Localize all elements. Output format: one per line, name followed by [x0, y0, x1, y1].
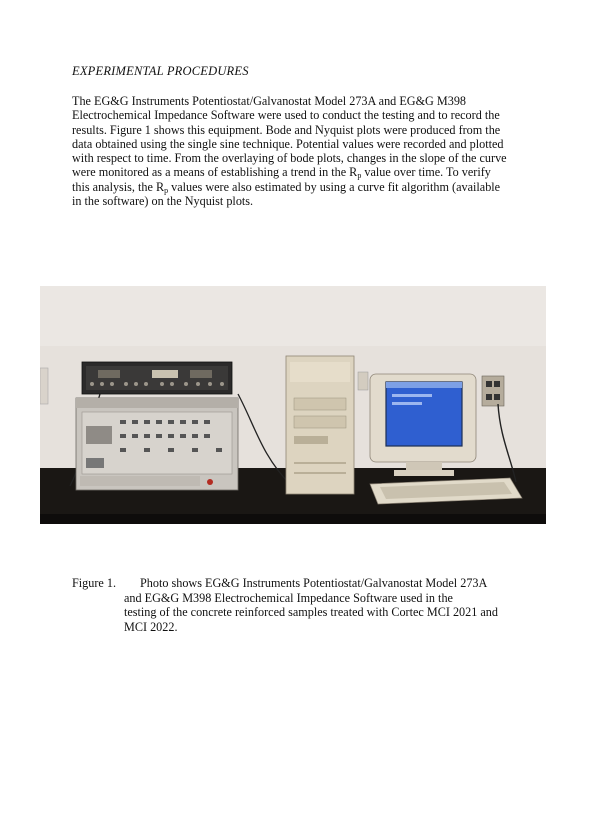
computer-tower: [286, 356, 354, 494]
subscript: p: [164, 185, 169, 195]
caption-line: and EG&G M398 Electrochemical Impedance Software used in the: [124, 590, 453, 605]
figure-photo: [40, 286, 546, 524]
line-part: were monitored as a means of establishing a trend in the R: [72, 165, 358, 180]
line-part: value over time. To verify: [361, 165, 491, 180]
paragraph-line: [72, 180, 550, 194]
caption-line: testing of the concrete reinforced samples treated with Cortec MCI 2021 and: [124, 605, 498, 619]
paragraph-line: [72, 165, 550, 179]
wall-outlet-left: [40, 368, 48, 404]
potentiostat-top-unit: [82, 362, 232, 394]
paragraph-line: results. Figure 1 shows this equipment. Bode and Nyquist plots were produced from the: [72, 122, 501, 137]
wall-outlet-right: [482, 376, 504, 406]
subscript: p: [357, 171, 362, 181]
paragraph-line: The EG&G Instruments Potentiostat/Galvanostat Model 273A and EG&G M398: [72, 94, 467, 108]
paragraph-line: in the software) on the Nyquist plots.: [72, 194, 254, 209]
line-part: values were also estimated by using a curve fit algorithm (available: [168, 179, 501, 194]
paragraph-line: Electrochemical Impedance Software were used to conduct the testing and to record the: [72, 108, 500, 123]
crt-monitor: [370, 374, 476, 476]
caption-line: Photo shows EG&G Instruments Potentiostat/Galvanostat Model 273A: [140, 576, 488, 590]
section-heading: EXPERIMENTAL PROCEDURES: [72, 64, 249, 78]
caption-label: Figure 1.: [72, 576, 117, 590]
paragraph-line: with respect to time. From the overlaying of bode plots, changes in the slope of the curve: [72, 151, 507, 166]
paragraph-line: data obtained using the single sine technique. Potential values were recorded and plotted: [72, 136, 504, 151]
body-paragraph: [72, 94, 550, 208]
caption-line: MCI 2022.: [124, 619, 178, 634]
line-part: this analysis, the R: [72, 179, 165, 194]
potentiostat-main-unit: [76, 398, 238, 490]
